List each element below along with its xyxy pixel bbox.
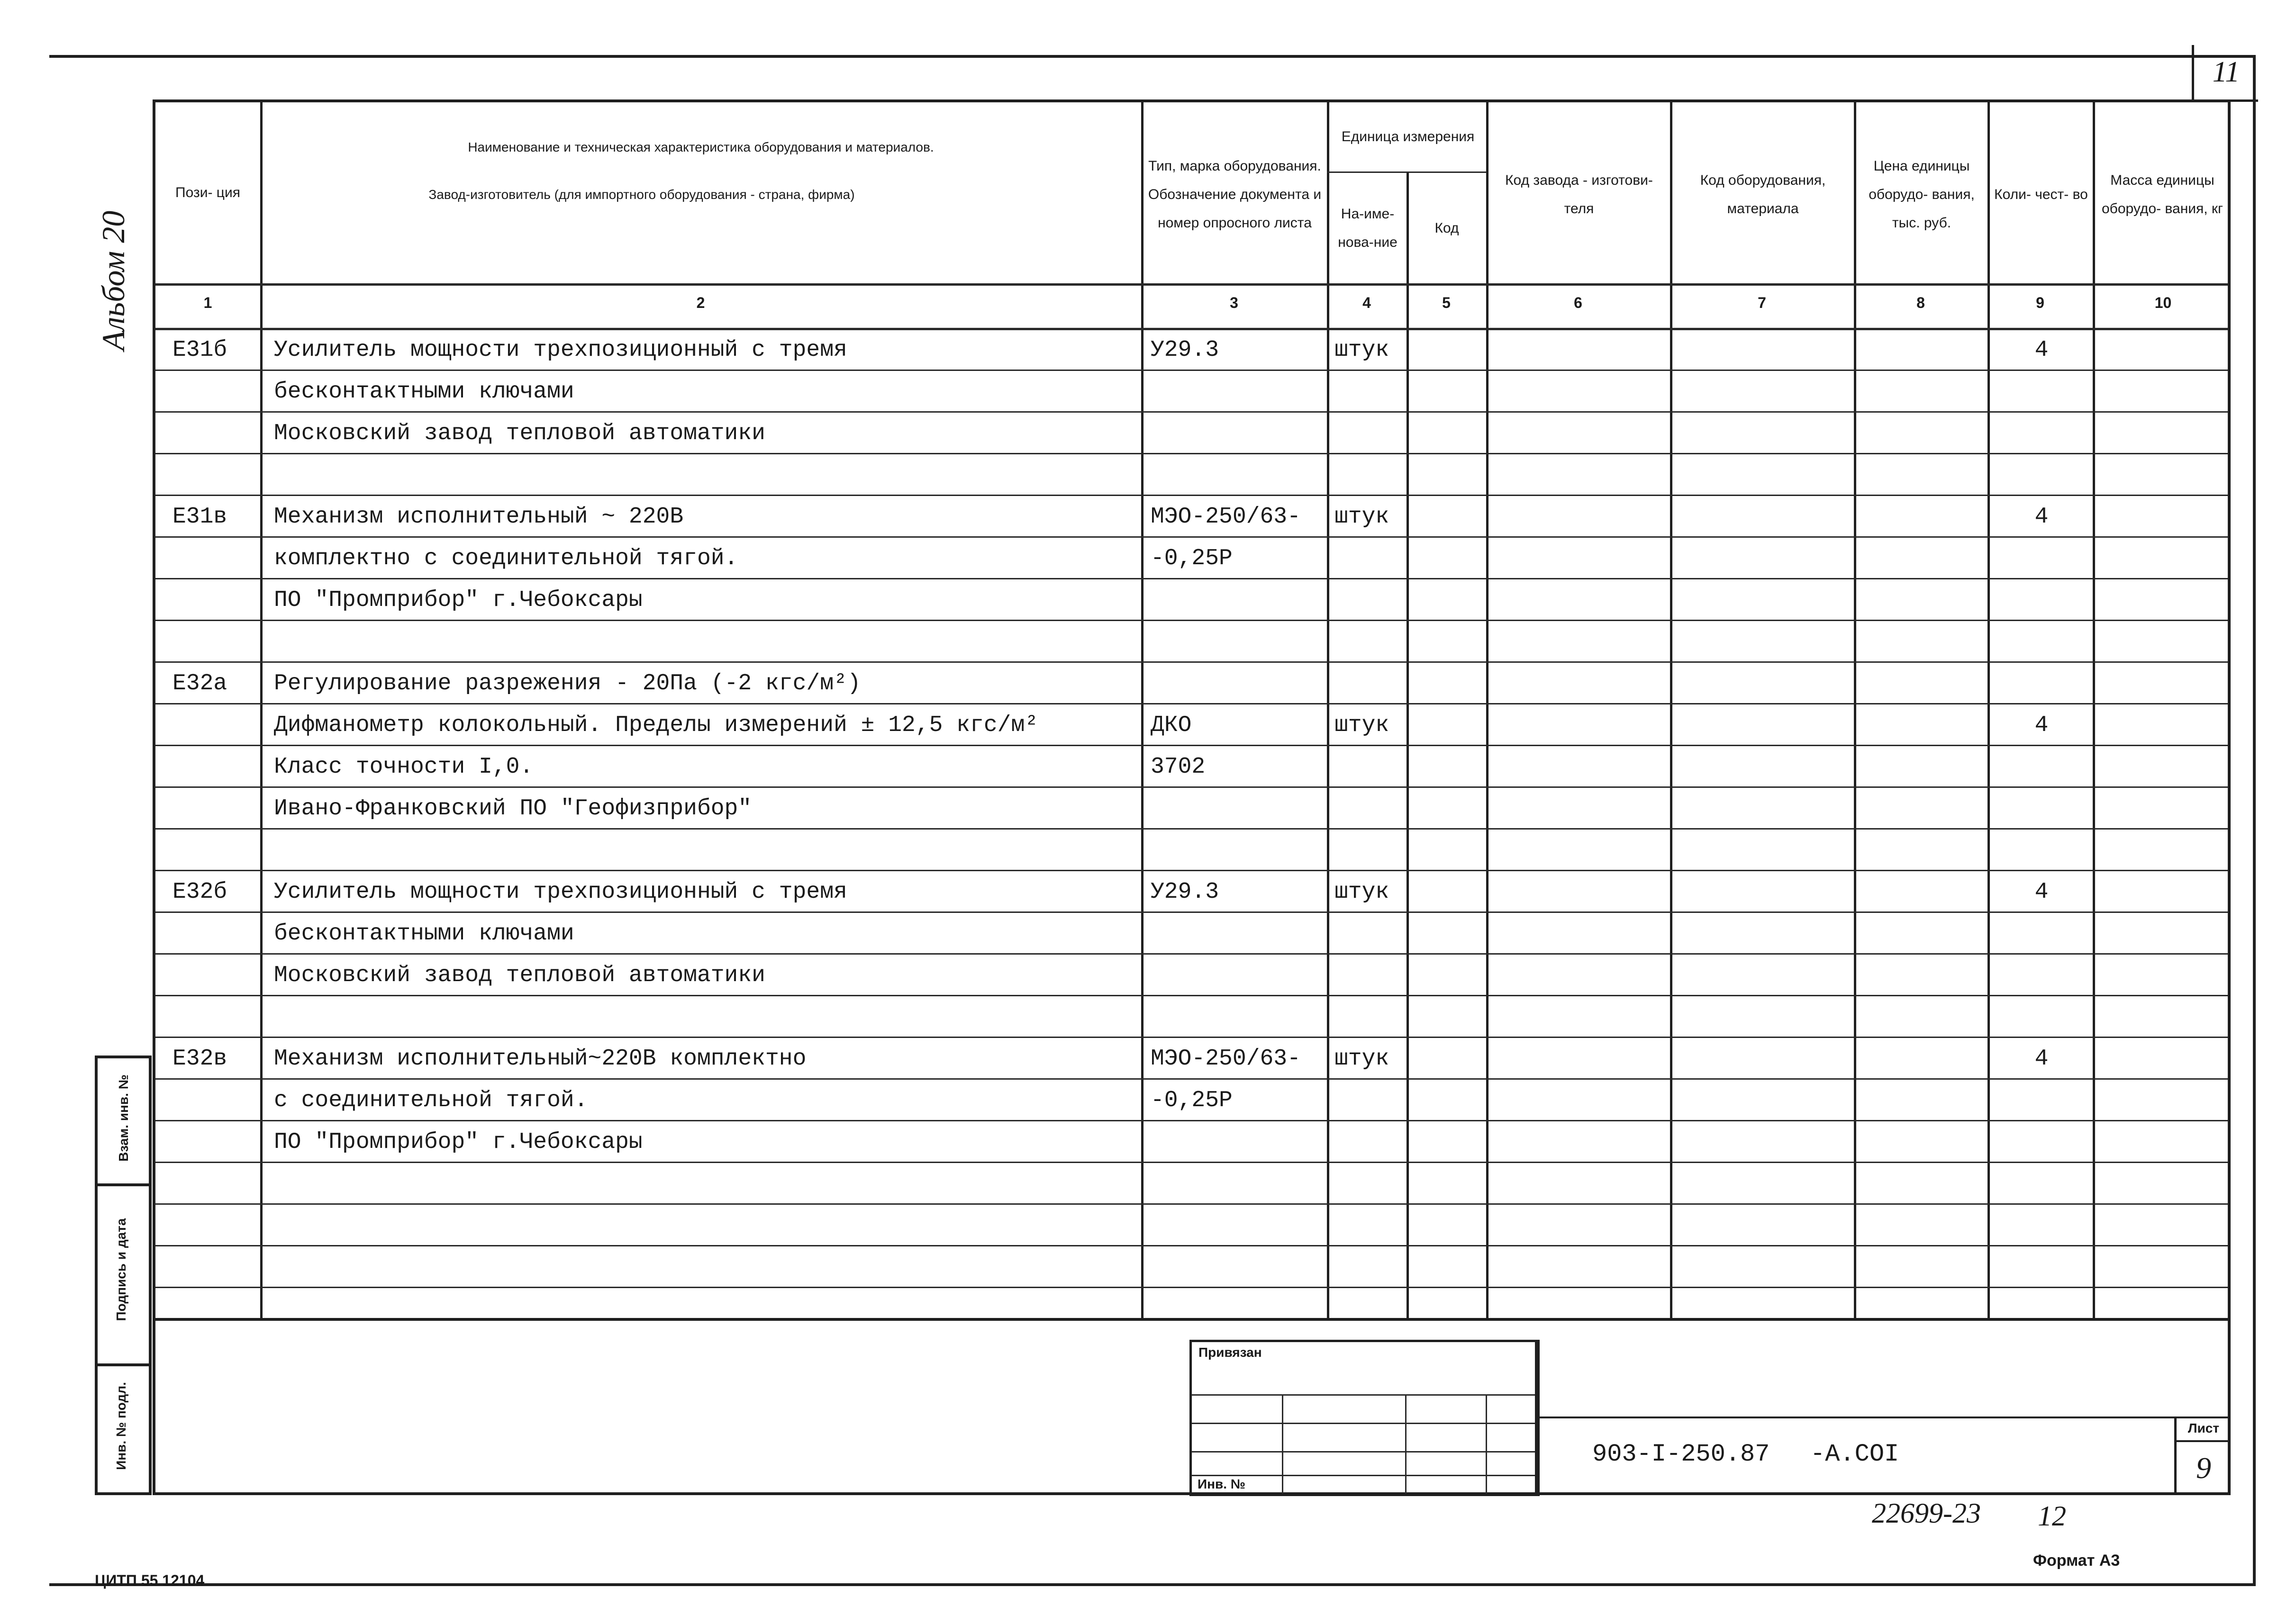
header-bottom-line	[155, 283, 2228, 286]
row-line	[155, 1078, 2228, 1080]
header-name-line2: Завод-изготовитель (для импортного оборудования - страна, фирма)	[428, 187, 855, 202]
title-vline	[1537, 1340, 1540, 1496]
row-line	[155, 1162, 2228, 1163]
row-line	[155, 495, 2228, 496]
stamp-vline	[1405, 1394, 1407, 1494]
row-line	[155, 453, 2228, 454]
stamp-vline	[1282, 1394, 1283, 1494]
side-label-podpis: Подпись и дата	[114, 1218, 128, 1321]
row-type: -0,25Р	[1151, 1088, 1233, 1113]
row-quantity: 4	[2034, 504, 2049, 530]
header-unit-name: На-име-нова-ние	[1338, 206, 1398, 250]
row-position: Е31в	[172, 504, 227, 530]
header-mass: Масса единицы оборудо- вания, кг	[2101, 172, 2223, 217]
col-number: 3	[1230, 294, 1238, 311]
side-box-inv	[95, 1363, 152, 1495]
row-name: Московский завод тепловой автоматики	[274, 421, 765, 446]
col-number: 6	[1574, 294, 1582, 311]
binding-stamp	[1189, 1340, 1537, 1496]
row-name: с соединительной тягой.	[274, 1088, 588, 1113]
row-line	[155, 370, 2228, 371]
document-suffix: -А.СОI	[1810, 1440, 1899, 1468]
row-name: Московский завод тепловой автоматики	[274, 963, 765, 988]
col-number: 5	[1442, 294, 1451, 311]
row-name: комплектно с соединительной тягой.	[274, 546, 738, 571]
header-name-line1: Наименование и техническая характеристика оборудования и материалов.	[468, 140, 934, 154]
sheet-label: Лист	[2177, 1416, 2231, 1442]
side-label-vzam: Взам. инв. №	[116, 1074, 131, 1162]
row-unit: штук	[1334, 713, 1389, 738]
header-price: Цена единицы оборудо- вания, тыс. руб.	[1869, 158, 1975, 231]
col-number: 2	[696, 294, 705, 311]
row-line	[155, 953, 2228, 955]
row-name: Усилитель мощности трехпозиционный с тремя	[274, 879, 847, 905]
stamp-vline	[1486, 1394, 1487, 1494]
row-name: Механизм исполнительный ~ 220В	[274, 504, 684, 530]
row-line	[155, 911, 2228, 913]
side-box-vzam	[95, 1056, 152, 1183]
row-line	[155, 1203, 2228, 1205]
stamp-inv-no: Инв. №	[1198, 1477, 1246, 1491]
row-quantity: 4	[2034, 713, 2049, 738]
row-position: Е31б	[172, 337, 227, 363]
row-type: МЭО-250/63-	[1151, 504, 1301, 530]
header-factory-code: Код завода - изготови- теля	[1505, 172, 1653, 217]
row-name: Механизм исполнительный~220В комплектно	[274, 1046, 807, 1072]
archive-number: 22699-23	[1872, 1498, 1981, 1529]
col-number: 1	[203, 294, 212, 311]
row-unit: штук	[1334, 1046, 1389, 1072]
row-name: Класс точности I,0.	[274, 754, 534, 780]
stamp-line	[1192, 1423, 1535, 1424]
sheet-number: 11	[2192, 45, 2258, 102]
row-line	[155, 578, 2228, 579]
row-line	[155, 411, 2228, 413]
sheet-value: 9	[2196, 1451, 2211, 1485]
col-number: 9	[2036, 294, 2044, 311]
row-name: ПО "Промприбор" г.Чебоксары	[274, 1129, 643, 1155]
equipment-table	[153, 99, 2231, 1321]
row-type: У29.3	[1151, 337, 1219, 363]
row-line	[155, 1037, 2228, 1038]
row-line	[155, 870, 2228, 871]
col-number: 4	[1362, 294, 1371, 311]
row-type: У29.3	[1151, 879, 1219, 905]
side-label-inv: Инв. № подл.	[114, 1382, 128, 1470]
header-unit: Единица измерения	[1341, 129, 1475, 144]
row-position: Е32а	[172, 671, 227, 696]
title-line	[1537, 1416, 2229, 1418]
row-line	[155, 745, 2228, 746]
row-name: Регулирование разрежения - 20Па (-2 кгс/м²)	[274, 671, 861, 696]
header-type: Тип, марка оборудования. Обозначение документа и номер опросного листа	[1148, 158, 1322, 231]
row-quantity: 4	[2034, 1046, 2049, 1072]
row-name: Дифманометр колокольный. Пределы измерений ± 12,5 кгс/м²	[274, 713, 1039, 738]
row-name: Усилитель мощности трехпозиционный с тремя	[274, 337, 847, 363]
stamp-line	[1192, 1394, 1535, 1396]
col-number: 8	[1916, 294, 1925, 311]
row-line	[155, 703, 2228, 704]
header-quantity: Коли- чест- во	[1994, 187, 2088, 202]
row-quantity: 4	[2034, 879, 2049, 905]
header-position: Пози- ция	[175, 185, 240, 200]
document-code: 903-I-250.87	[1592, 1440, 1770, 1468]
bottom-left-code: ЦИТП 55 12104	[95, 1572, 205, 1589]
numbers-row-line	[155, 328, 2228, 330]
album-label: Альбом 20	[95, 210, 131, 351]
row-type: ДКО	[1151, 713, 1192, 738]
row-name: Ивано-Франковский ПО "Геофизприбор"	[274, 796, 752, 821]
row-name: бесконтактными ключами	[274, 379, 574, 405]
row-position: Е32б	[172, 879, 227, 905]
row-line	[155, 1287, 2228, 1288]
side-box-podpis	[95, 1183, 152, 1363]
stamp-privyazan: Привязан	[1198, 1345, 1262, 1360]
format-label: Формат А3	[2033, 1552, 2120, 1570]
row-line	[155, 786, 2228, 788]
stamp-line	[1192, 1451, 1535, 1453]
row-line	[155, 620, 2228, 621]
row-line	[155, 828, 2228, 830]
header-equipment-code: Код оборудования, материала	[1700, 172, 1826, 217]
row-line	[155, 536, 2228, 538]
col-number: 7	[1758, 294, 1766, 311]
archive-extra: 12	[2038, 1500, 2066, 1532]
stamp-line	[1192, 1475, 1535, 1476]
row-unit: штук	[1334, 504, 1389, 530]
row-unit: штук	[1334, 337, 1389, 363]
col-number: 10	[2154, 294, 2172, 311]
row-type: МЭО-250/63-	[1151, 1046, 1301, 1072]
row-name: бесконтактными ключами	[274, 921, 574, 947]
row-line	[155, 1120, 2228, 1121]
row-unit: штук	[1334, 879, 1389, 905]
row-type: 3702	[1151, 754, 1206, 780]
row-line	[155, 1245, 2228, 1246]
row-position: Е32в	[172, 1046, 227, 1072]
row-name: ПО "Промприбор" г.Чебоксары	[274, 587, 643, 613]
row-quantity: 4	[2034, 337, 2049, 363]
row-line	[155, 661, 2228, 663]
header-unit-code: Код	[1434, 220, 1459, 236]
row-type: -0,25Р	[1151, 546, 1233, 571]
unit-header-divider	[1327, 171, 1486, 173]
sheet-box	[2174, 1416, 2231, 1495]
row-line	[155, 995, 2228, 996]
